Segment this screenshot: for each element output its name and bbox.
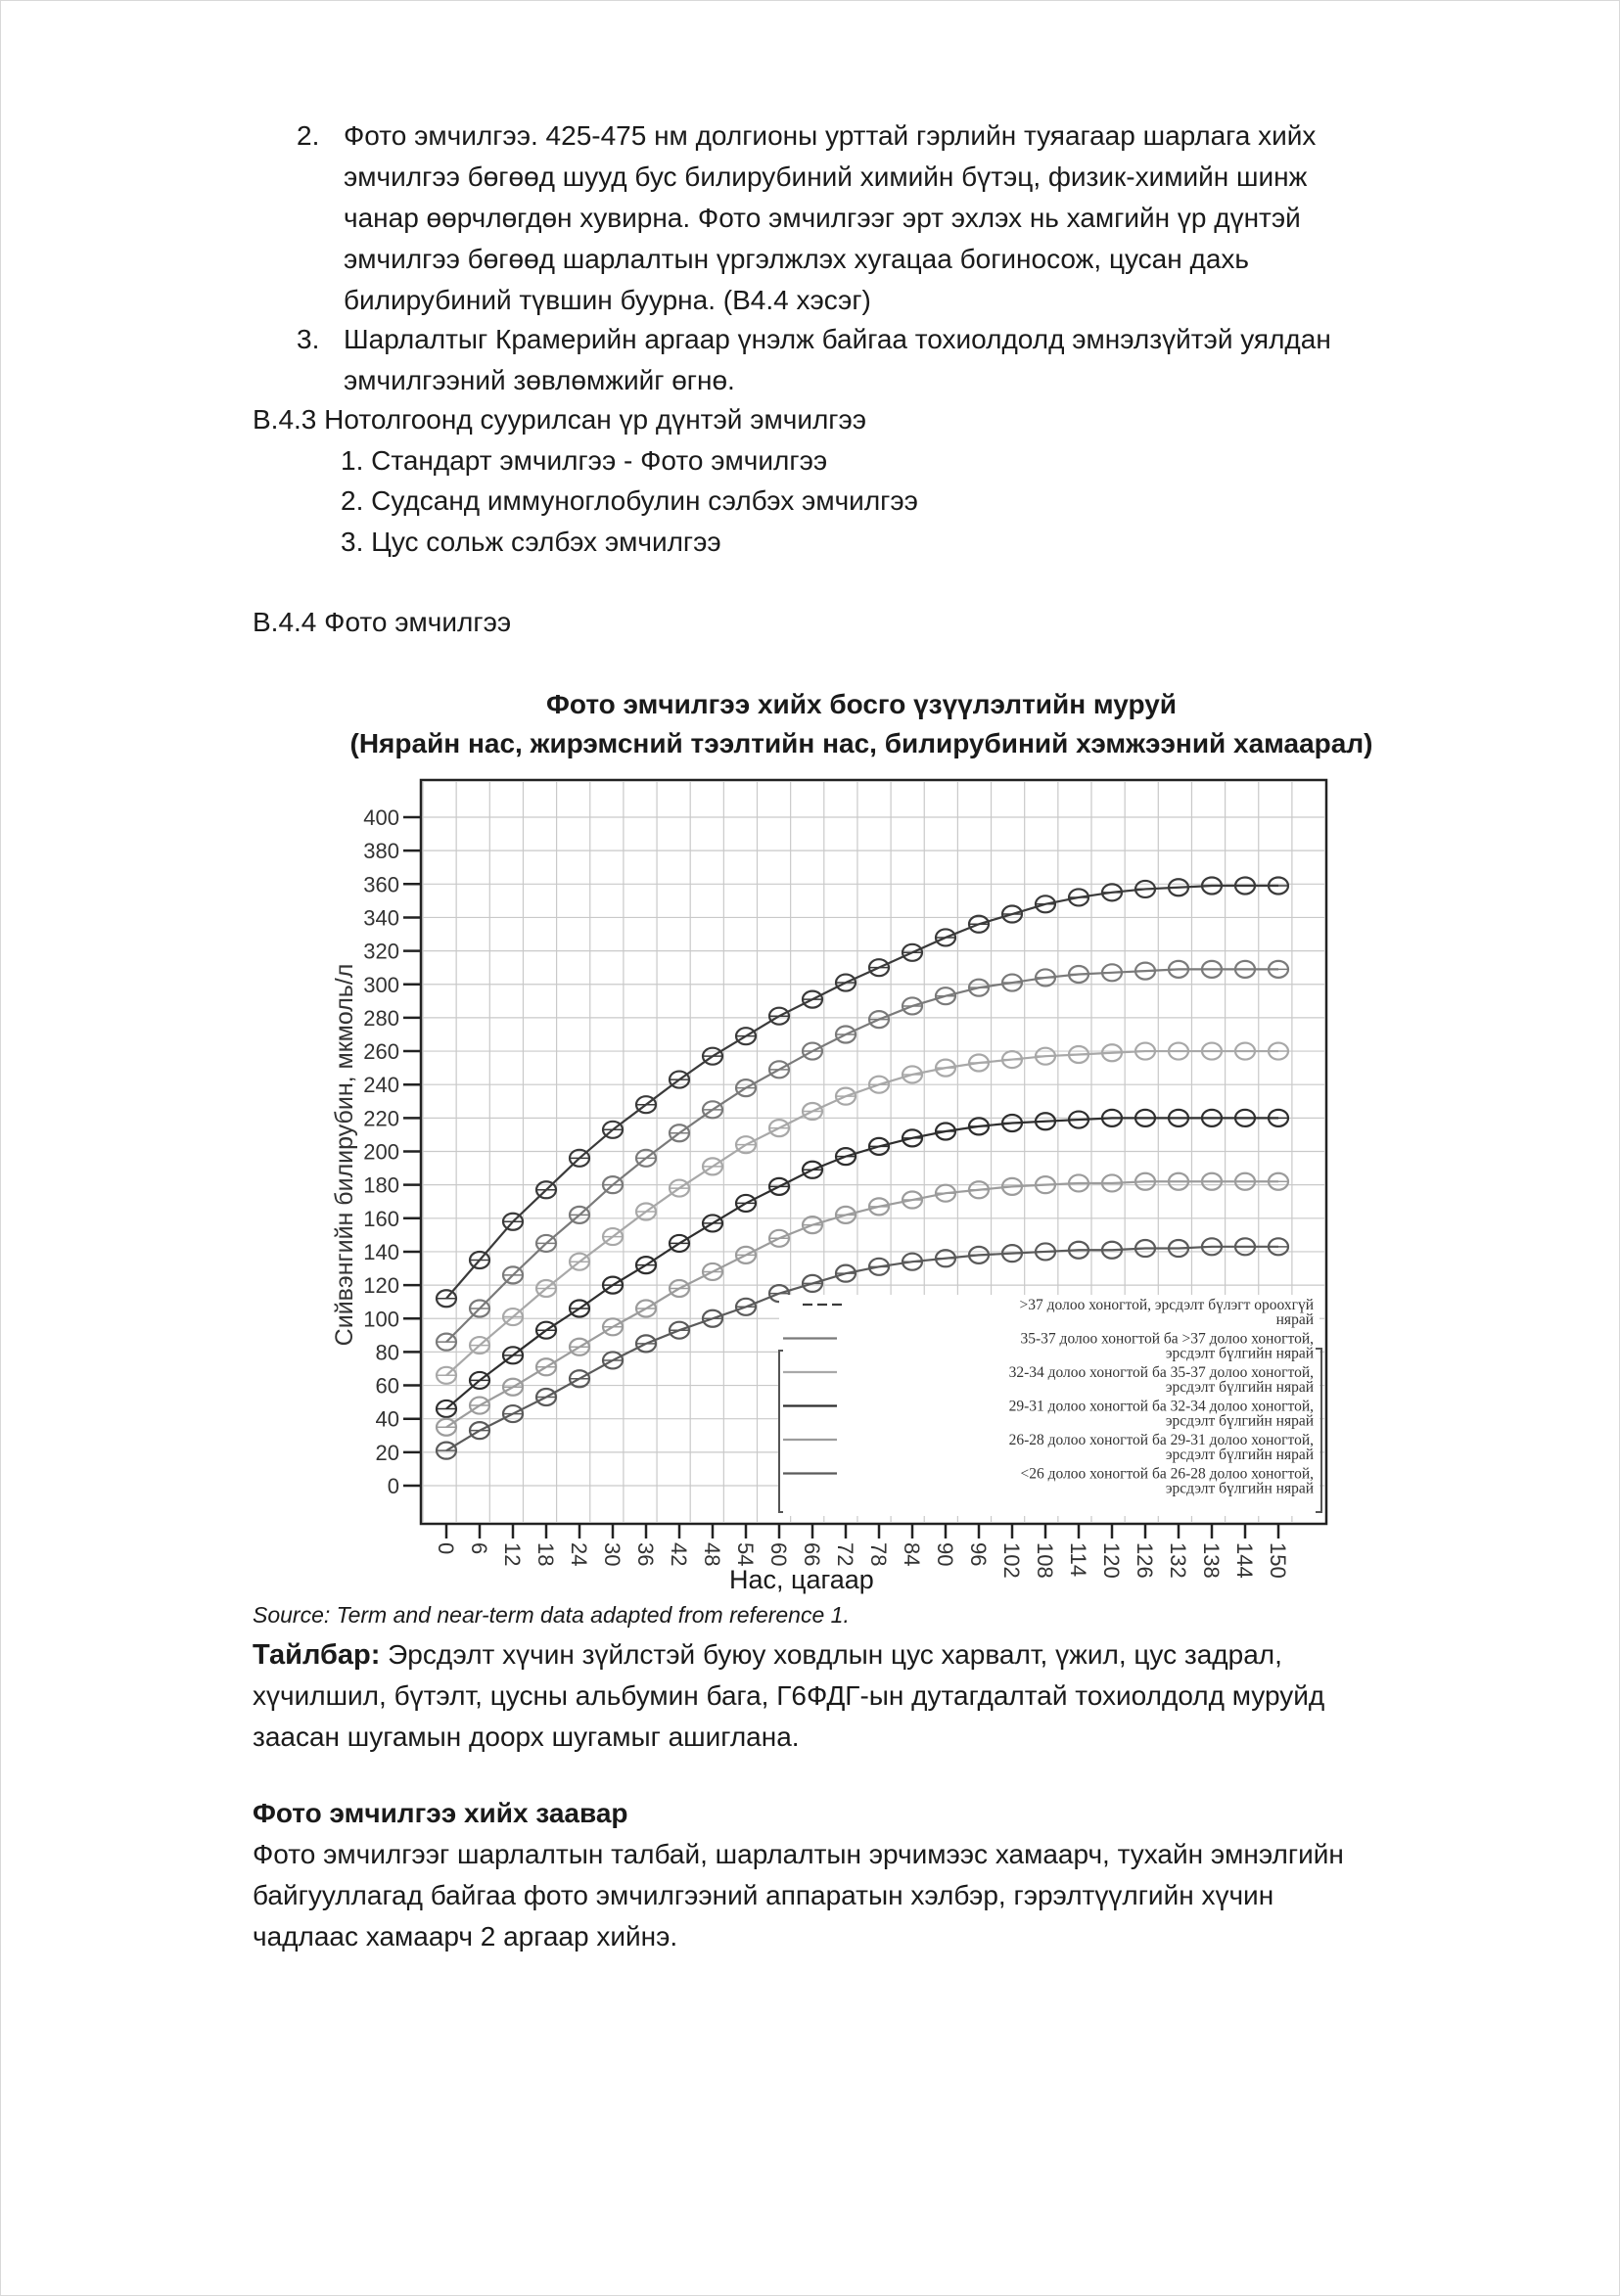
list-item-line: чанар өөрчлөгдөн хувирна. Фото эмчилгээг эрт эхлэх нь хамгийн үр дүнтэй (344, 203, 1301, 233)
list-number: 3. (297, 324, 320, 354)
legend-label: эрсдэлт бүлгийн нярай (1165, 1412, 1314, 1430)
x-tick-label: 48 (700, 1542, 724, 1567)
y-tick-label: 300 (363, 972, 399, 997)
y-tick-label: 140 (363, 1239, 399, 1264)
series-line (437, 961, 1288, 1351)
x-tick-label: 0 (434, 1542, 458, 1555)
x-tick-label: 144 (1232, 1542, 1257, 1579)
note-paragraph-line (253, 1634, 1464, 1676)
instructions-heading: Фото эмчилгээ хийх заавар (253, 1798, 628, 1828)
sub-list-item: 2. Судсанд иммуноглобулин сэлбэх эмчилгээ (341, 485, 918, 516)
x-tick-label: 120 (1099, 1542, 1124, 1579)
y-tick-label: 340 (363, 905, 399, 931)
sub-list-item: 1. Стандарт эмчилгээ - Фото эмчилгээ (341, 445, 828, 476)
list-item-line: Фото эмчилгээ. 425-475 нм долгионы урттай гэрлийн туяагаар шарлага хийх (344, 120, 1317, 151)
y-tick-label: 400 (363, 805, 399, 830)
y-tick-label: 60 (375, 1373, 399, 1399)
y-axis-label: Сийвэнгийн билирубин, мкмоль/л (331, 963, 358, 1347)
y-tick-label: 100 (363, 1307, 399, 1332)
x-tick-label: 78 (866, 1542, 891, 1567)
y-tick-label: 320 (363, 939, 399, 964)
x-tick-label: 66 (800, 1542, 824, 1567)
y-tick-label: 80 (375, 1340, 399, 1365)
y-tick-label: 260 (363, 1039, 399, 1065)
x-tick-label: 132 (1166, 1542, 1190, 1579)
instructions-line: Фото эмчилгээг шарлалтын талбай, шарлалтын эрчимээс хамаарч, тухайн эмнэлгийн (253, 1839, 1344, 1869)
x-tick-label: 84 (900, 1542, 924, 1567)
y-tick-label: 120 (363, 1273, 399, 1299)
legend-label: 32-34 долоо хоногтой ба 35-37 долоо хоногтой, (1008, 1364, 1314, 1381)
x-tick-label: 12 (500, 1542, 525, 1567)
note-line: хүчилшил, бүтэлт, цусны альбумин бага, Г6ФДГ-ын дутагдалтай тохиолдолд муруйд (253, 1680, 1325, 1711)
x-tick-label: 36 (633, 1542, 658, 1567)
chart-subtitle: (Нярайн нас, жирэмсний тээлтийн нас, билирубиний хэмжээний хамаарал) (349, 728, 1373, 758)
x-tick-label: 114 (1066, 1542, 1090, 1578)
chart-legend (779, 1295, 1321, 1516)
legend-label: нярай (1275, 1311, 1314, 1328)
y-tick-label: 0 (387, 1474, 399, 1498)
y-tick-label: 240 (363, 1073, 399, 1098)
x-tick-label: 102 (999, 1542, 1024, 1579)
x-tick-label: 24 (567, 1542, 591, 1567)
y-tick-label: 200 (363, 1139, 399, 1165)
y-tick-label: 280 (363, 1005, 399, 1031)
x-tick-label: 150 (1266, 1542, 1290, 1579)
note-text: Эрсдэлт хүчин зүйлстэй буюу ховдлын цус харвалт, үжил, цус задрал, (380, 1639, 1282, 1670)
x-tick-label: 126 (1133, 1542, 1157, 1579)
legend-label: эрсдэлт бүлгийн нярай (1165, 1379, 1314, 1396)
y-tick-label: 220 (363, 1106, 399, 1131)
x-tick-label: 96 (966, 1542, 991, 1567)
legend-label: <26 долоо хоногтой ба 26-28 долоо хоногтой, (1020, 1465, 1314, 1483)
y-tick-label: 160 (363, 1206, 399, 1231)
x-tick-label: 42 (667, 1542, 691, 1567)
list-item-line: эмчилгээний зөвлөмжийг өгнө. (344, 365, 735, 395)
sub-list-item: 3. Цус сольж сэлбэх эмчилгээ (341, 527, 721, 557)
legend-label: 26-28 долоо хоногтой ба 29-31 долоо хоногтой, (1008, 1432, 1314, 1448)
chart-title: Фото эмчилгээ хийх босго үзүүлэлтийн муруй (546, 689, 1177, 719)
x-axis-label: Нас, цагаар (729, 1565, 874, 1594)
x-tick-label: 138 (1199, 1542, 1224, 1579)
list-number: 2. (297, 120, 320, 151)
list-item-line: эмчилгээ бөгөөд шууд бус билирубиний химийн бүтэц, физик-химийн шинж (344, 161, 1308, 192)
legend-label: 35-37 долоо хоногтой ба >37 долоо хоногтой, (1020, 1330, 1314, 1348)
list-item-line: Шарлалтыг Крамерийн аргаар үнэлж байгаа тохиолдолд эмнэлзүйтэй уялдан (344, 324, 1331, 354)
x-tick-label: 18 (533, 1542, 558, 1567)
y-tick-label: 20 (375, 1440, 399, 1465)
x-tick-label: 54 (733, 1542, 758, 1567)
instructions-line: байгууллагад байгаа фото эмчилгээний аппаратын хэлбэр, гэрэлтүүлгийн хүчин (253, 1880, 1274, 1910)
series-line (437, 878, 1288, 1308)
source-note: Source: Term and near-term data adapted from reference 1. (253, 1602, 850, 1628)
legend-label: эрсдэлт бүлгийн нярай (1165, 1345, 1314, 1362)
x-tick-label: 90 (933, 1542, 957, 1567)
section-heading-b44: В.4.4 Фото эмчилгээ (253, 607, 512, 637)
y-tick-label: 180 (363, 1172, 399, 1198)
y-tick-label: 380 (363, 839, 399, 864)
y-tick-label: 360 (363, 872, 399, 897)
legend-label: >37 долоо хоногтой, эрсдэлт бүлэгт ороохгүй (1019, 1297, 1314, 1313)
legend-label: эрсдэлт бүлгийн нярай (1165, 1446, 1314, 1463)
instructions-line: чадлаас хамаарч 2 аргаар хийнэ. (253, 1921, 678, 1952)
y-tick-label: 40 (375, 1406, 399, 1432)
x-tick-label: 60 (766, 1542, 791, 1567)
note-label: Тайлбар: (253, 1639, 381, 1671)
legend-label: эрсдэлт бүлгийн нярай (1165, 1480, 1314, 1497)
x-tick-label: 30 (600, 1542, 625, 1567)
x-tick-label: 72 (833, 1542, 857, 1567)
list-item-line: эмчилгээ бөгөөд шарлалтын үргэлжлэх хугацаа богиносож, цусан дахь (344, 244, 1249, 274)
x-tick-label: 108 (1033, 1542, 1057, 1579)
x-tick-label: 6 (467, 1542, 491, 1555)
legend-label: 29-31 долоо хоногтой ба 32-34 долоо хоногтой, (1008, 1398, 1314, 1415)
list-item-line: билирубиний түвшин буурна. (В4.4 хэсэг) (344, 285, 871, 315)
y-axis (363, 805, 421, 1498)
section-heading-b43: В.4.3 Нотолгоонд суурилсан үр дүнтэй эмчилгээ (253, 404, 867, 435)
note-line: заасан шугамын доорх шугамыг ашиглана. (253, 1722, 800, 1752)
